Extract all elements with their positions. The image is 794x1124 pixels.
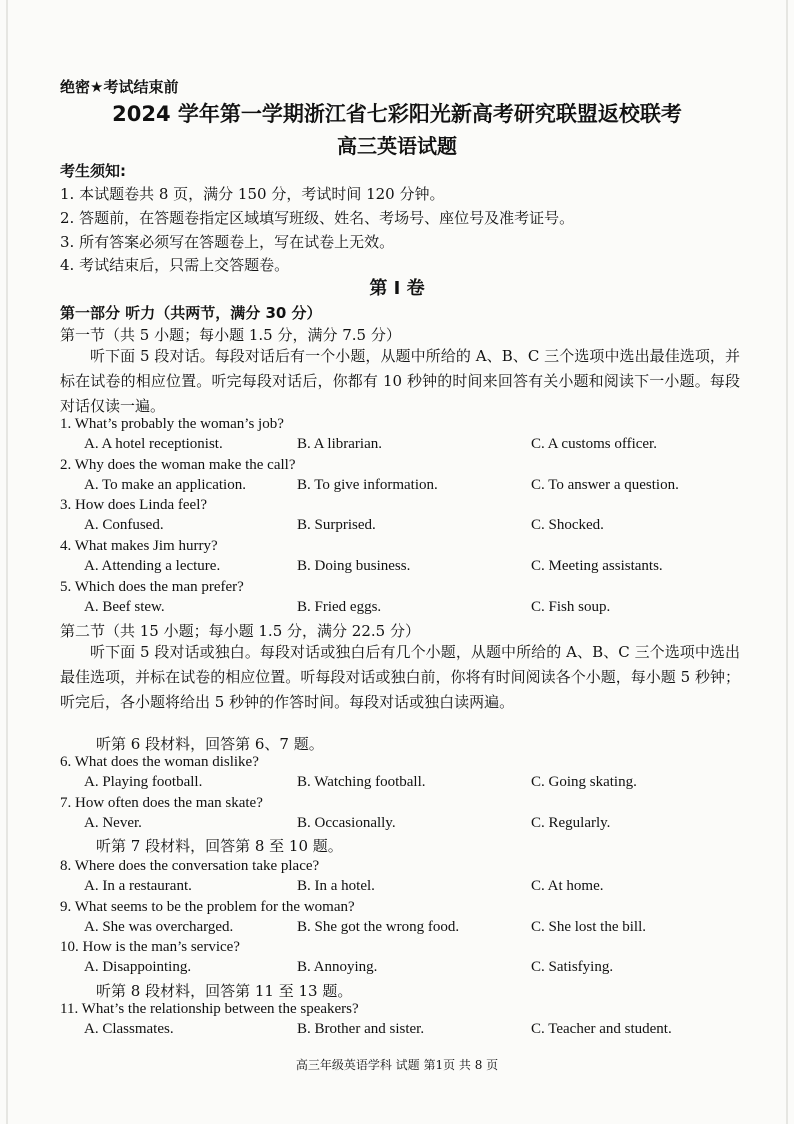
right-scan-edge <box>786 0 788 1124</box>
part1-heading: 第一部分 听力（共两节，满分 30 分） <box>60 304 322 322</box>
option-b: B. Surprised. <box>297 517 376 533</box>
question: 5. Which does the man prefer? <box>60 579 244 595</box>
section2-instructions: 听下面 5 段对话或独白。每段对话或独白后有几个小题，从题中所给的 A、B、C 三个选项中选出最佳选项，并标在试卷的相应位置。听每段对话或独白前，你将有时间阅读各个小题，每小题 5 秒钟；听完后，各小题将给出 5 秒钟的作答时间。每段对话或独白读两遍。 <box>60 643 740 711</box>
question: 11. What’s the relationship between the speakers? <box>60 1001 359 1017</box>
option-b: B. She got the wrong food. <box>297 919 460 935</box>
option-a: A. Confused. <box>84 517 164 533</box>
question: 7. How often does the man skate? <box>60 795 263 811</box>
option-b: B. Fried eggs. <box>297 599 382 615</box>
option-c: C. She lost the bill. <box>531 919 647 935</box>
question: 9. What seems to be the problem for the woman? <box>60 899 355 915</box>
option-c: C. Teacher and student. <box>531 1021 672 1037</box>
question: 2. Why does the woman make the call? <box>60 457 296 473</box>
option-b: B. Watching football. <box>297 774 426 790</box>
option-a: A. To make an application. <box>84 477 246 493</box>
option-a: A. Disappointing. <box>84 959 192 975</box>
option-a: A. Attending a lecture. <box>84 558 221 574</box>
option-c: C. Meeting assistants. <box>531 558 663 574</box>
question: 6. What does the woman dislike? <box>60 754 259 770</box>
question: 1. What’s probably the woman’s job? <box>60 416 284 432</box>
section1-heading: 第一节（共 5 小题；每小题 1.5 分，满分 7.5 分） <box>60 326 401 344</box>
option-c: C. To answer a question. <box>531 477 679 493</box>
notice-item: 3. 所有答案必须写在答题卷上，写在试卷上无效。 <box>60 233 395 251</box>
option-c: C. Satisfying. <box>531 959 614 975</box>
notice-item: 1. 本试题卷共 8 页，满分 150 分，考试时间 120 分钟。 <box>60 185 445 203</box>
exam-title: 2024 学年第一学期浙江省七彩阳光新高考研究联盟返校联考 <box>112 102 682 126</box>
option-b: B. Occasionally. <box>297 815 396 831</box>
option-b: B. A librarian. <box>297 436 382 452</box>
notice-heading: 考生须知: <box>60 162 126 180</box>
option-b: B. To give information. <box>297 477 438 493</box>
option-a: A. Classmates. <box>84 1021 174 1037</box>
option-a: A. A hotel receptionist. <box>84 436 223 452</box>
material-instruction: 听第 8 段材料，回答第 11 至 13 题。 <box>96 982 353 1000</box>
left-scan-edge <box>6 0 8 1124</box>
option-a: A. Playing football. <box>84 774 203 790</box>
question: 4. What makes Jim hurry? <box>60 538 218 554</box>
material-instruction: 听第 6 段材料，回答第 6、7 题。 <box>96 735 324 753</box>
option-a: A. Beef stew. <box>84 599 165 615</box>
notice-item: 2. 答题前，在答题卷指定区域填写班级、姓名、考场号、座位号及准考证号。 <box>60 209 575 227</box>
option-a: A. Never. <box>84 815 142 831</box>
question: 3. How does Linda feel? <box>60 497 208 513</box>
option-a: A. She was overcharged. <box>84 919 234 935</box>
option-c: C. Going skating. <box>531 774 637 790</box>
option-b: B. In a hotel. <box>297 878 375 894</box>
option-c: C. Regularly. <box>531 815 611 831</box>
section2-heading: 第二节（共 15 小题；每小题 1.5 分，满分 22.5 分） <box>60 622 420 640</box>
page-footer: 高三年级英语学科 试题 第1页 共 8 页 <box>295 1058 499 1072</box>
section1-instructions: 听下面 5 段对话。每段对话后有一个小题，从题中所给的 A、B、C 三个选项中选出最佳选项，并标在试卷的相应位置。听完每段对话后，你都有 10 秒钟的时间来回答有关小题和阅读下一小题。每段对话仅读一遍。 <box>60 347 740 415</box>
volume-heading: 第 I 卷 <box>369 278 425 299</box>
option-b: B. Brother and sister. <box>297 1021 425 1037</box>
option-a: A. In a restaurant. <box>84 878 192 894</box>
question: 8. Where does the conversation take place? <box>60 858 320 874</box>
exam-subtitle: 高三英语试题 <box>337 134 457 158</box>
question: 10. How is the man’s service? <box>60 939 240 955</box>
option-c: C. A customs officer. <box>531 436 657 452</box>
option-b: B. Doing business. <box>297 558 411 574</box>
notice-item: 4. 考试结束后，只需上交答题卷。 <box>60 256 290 274</box>
confidential-label: 绝密★考试结束前 <box>60 78 179 96</box>
option-c: C. Shocked. <box>531 517 604 533</box>
option-b: B. Annoying. <box>297 959 378 975</box>
option-c: C. Fish soup. <box>531 599 611 615</box>
option-c: C. At home. <box>531 878 604 894</box>
material-instruction: 听第 7 段材料，回答第 8 至 10 题。 <box>96 837 343 855</box>
